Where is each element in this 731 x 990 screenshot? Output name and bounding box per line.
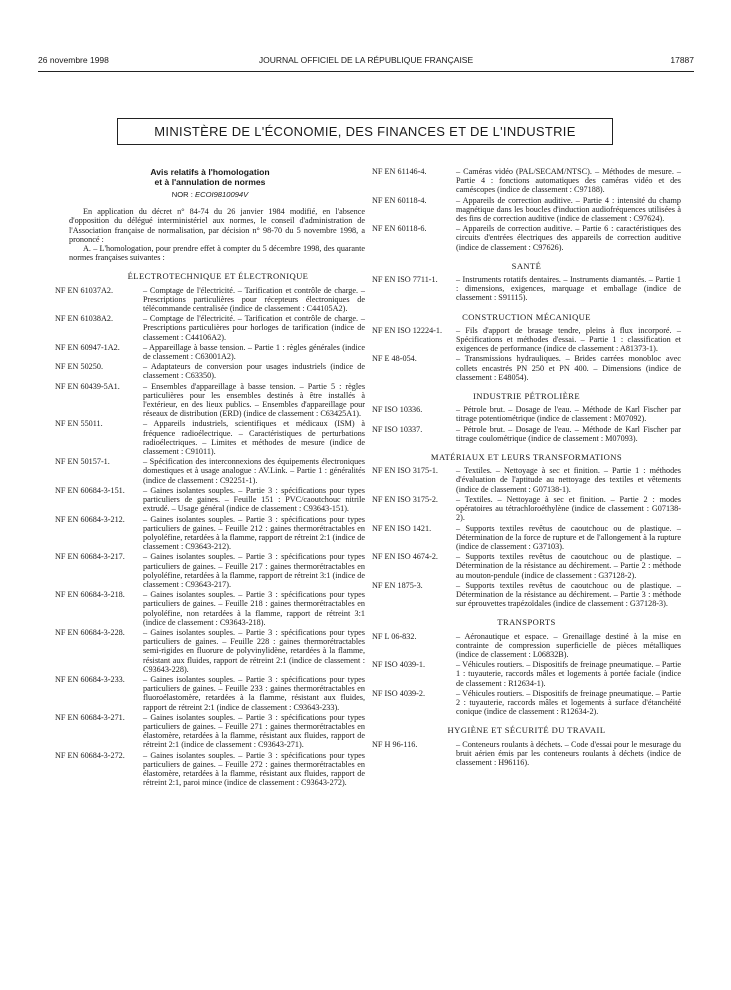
standard-code: NF ISO 4039-2. — [372, 688, 425, 698]
standard-code: NF EN 50157-1. — [55, 457, 110, 467]
standard-entry — [372, 689, 681, 717]
standard-entry — [372, 740, 681, 768]
standard-description: – Véhicules routiers. – Dispositifs de freinage pneumatique. – Partie 2 : tuyauterie, raccords mâles et logements à surface d'étanchéité conique (indice de classement : R12634-2). — [456, 688, 681, 717]
ministry-banner: MINISTÈRE DE L'ÉCONOMIE, DES FINANCES ET DE L'INDUSTRIE — [117, 118, 613, 145]
standard-description: – Textiles. – Nettoyage à sec et finition. – Partie 1 : méthodes d'évaluation de l'aptitude au nettoyage des textiles et vêtements (indice de classement : G07138-1). — [456, 466, 681, 494]
standard-entry — [372, 552, 681, 580]
section-heading: SANTÉ — [511, 260, 542, 271]
notice-title-line2: et à l'annulation de normes — [154, 177, 266, 187]
standard-description: – Gaines isolantes souples. – Partie 3 : spécifications pour types particuliers de gaines. – Feuille 217 : gaines thermorétractables en polyoléfine, retardées à la flamme, rapport de rétreint 3:1 (indice de classement : C93643-217). — [143, 552, 365, 589]
standard-entry — [55, 382, 365, 419]
standard-entry — [372, 660, 681, 688]
standard-description: – Ensembles d'appareillage à basse tension. – Partie 5 : règles particulières pour les ensembles destinés à être installés à l'extérieur, en des lieux publics. – Ensembles d'appareillage pour réseaux de distribution (ERD) (indice de classement : C63425A1). — [143, 381, 365, 419]
standard-description: – Gaines isolantes souples. – Partie 3 : spécifications pour types particuliers de gaines. – Feuille 272 : gaines thermorétractables en élastomère, retardées à la flamme, résistant aux fluides, rapport de rétreint 2:1, paroi mince (indice de classement : C93643-272). — [143, 750, 365, 788]
standard-entry — [55, 457, 365, 485]
standard-entry — [55, 713, 365, 750]
standard-code: NF H 96-116. — [372, 739, 418, 749]
standard-entry — [372, 405, 681, 423]
page-header — [38, 55, 694, 72]
standard-description: – Adaptateurs de conversion pour usages industriels (indice de classement : C63350). — [143, 362, 365, 381]
standard-description: – Véhicules routiers. – Dispositifs de freinage pneumatique. – Partie 1 : tuyauterie, raccords mâles et logements à portée faciale (indice de classement : R12634-1). — [456, 660, 681, 688]
standard-code: NF ISO 10336. — [372, 405, 423, 415]
standard-description: – Conteneurs roulants à déchets. – Code d'essai pour le mesurage du bruit aérien émis par les conteneurs roulants à déchets (indice de classement : H96116). — [456, 739, 681, 767]
standard-description: – Gaines isolantes souples. – Partie 3 : spécifications pour types particuliers de gaines. – Feuille 212 : gaines thermorétractables en polyoléfine, retardées à la flamme, rapport de rétreint 2:1 (indice de classement : C93643-212). — [143, 514, 365, 552]
standard-description: – Appareils industriels, scientifiques et médicaux (ISM) à fréquence radioélectrique. – Caractéristiques de perturbations radioélectriques. – Limites et méthodes de mesure (indice de classement : C91011). — [143, 419, 365, 457]
standard-description: – Appareillage à basse tension. – Partie 1 : règles générales (indice de classement : C63001A2). — [143, 342, 365, 362]
standard-code: NF EN ISO 7711-1. — [372, 275, 438, 285]
standard-entry — [372, 275, 681, 303]
standard-description: – Fils d'apport de brasage tendre, pleins à flux incorporé. – Spécifications et méthodes d'essai. – Partie 1 : classification et exigences de performance (indice de classement : A81373-1). — [456, 325, 681, 354]
notice-title-line1: Avis relatifs à l'homologation — [150, 167, 270, 177]
standard-entry — [372, 632, 681, 660]
section-heading: INDUSTRIE PÉTROLIÈRE — [472, 391, 581, 402]
standard-description: – Supports textiles revêtus de caoutchouc ou de plastique. – Détermination de la force de rupture et de l'allongement à la rupture (indice de classement : G37103). — [456, 523, 681, 551]
right-sections — [372, 262, 681, 767]
standard-code: NF EN 60684-3-228. — [55, 627, 125, 637]
right-column — [372, 167, 681, 768]
standard-code: NF EN 60118-4. — [372, 195, 427, 205]
standard-code: NF EN 60684-3-218. — [55, 590, 125, 600]
standard-code: NF EN ISO 3175-1. — [372, 466, 438, 476]
standard-code: NF E 48-054. — [372, 354, 417, 364]
standard-entry — [372, 495, 681, 523]
standard-description: – Comptage de l'électricité. – Tarification et contrôle de charge. – Prescriptions particulières pour récepteurs électroniques de télécommande centralisée (indice de classement : C44105A2). — [143, 285, 365, 314]
standard-description: – Caméras vidéo (PAL/SECAM/NTSC). – Méthodes de mesure. – Partie 4 : fonctions automatiques des caméras vidéo et des caméscopes (indice de classement : C97188). — [456, 167, 681, 195]
standard-description: – Spécification des interconnexions des équipements électroniques domestiques et à usage analogue : AV.Link. – Partie 1 : généralités (indice de classement : C92251-1). — [143, 457, 365, 485]
nor-reference — [55, 190, 365, 199]
standard-code: NF EN ISO 1421. — [372, 523, 432, 533]
standard-entry — [55, 286, 365, 314]
standard-code: NF EN 60684-3-271. — [55, 712, 125, 722]
standard-code: NF EN 60684-3-151. — [55, 485, 125, 495]
standard-entry — [372, 466, 681, 494]
left-column — [55, 167, 365, 788]
standard-description: – Gaines isolantes souples. – Partie 3 : spécifications pour types particuliers de gaines. – Feuille 233 : gaines thermorétractables en fluoroélastomère, retardées à la flamme, résistant aux fluides, rapport de rétreint 2:1 (indice de classement : C93643-233). — [143, 674, 365, 712]
standard-entry — [372, 425, 681, 443]
standard-description: – Appareils de correction auditive. – Partie 6 : caractéristiques des circuits d'entrées électriques des appareils de correction auditive (indice de classement : C97626). — [456, 224, 681, 252]
standard-description: – Textiles. – Nettoyage à sec et finition. – Partie 2 : modes opératoires au tétrachloroéthylène (indice de classement : G07138-2). — [456, 494, 681, 523]
standard-entry — [55, 590, 365, 627]
left-sections — [55, 272, 365, 787]
standard-entry — [55, 552, 365, 589]
point-a-paragraph: A. – L'homologation, pour prendre effet à compter du 5 décembre 1998, des quarante normes françaises suivantes : — [69, 244, 365, 263]
standard-entry — [372, 581, 681, 609]
header-journal-title: JOURNAL OFFICIEL DE LA RÉPUBLIQUE FRANÇAISE — [258, 55, 474, 65]
standard-code: NF EN 61146-4. — [372, 167, 427, 176]
standard-entry — [372, 224, 681, 252]
standard-entry — [55, 486, 365, 514]
section-heading: MATÉRIAUX ET LEURS TRANSFORMATIONS — [430, 452, 623, 463]
standard-entry — [55, 419, 365, 456]
nor-label: NOR : — [171, 190, 193, 199]
standard-code: NF EN 1875-3. — [372, 580, 423, 590]
section-heading: ÉLECTROTECHNIQUE ET ÉLECTRONIQUE — [127, 271, 309, 282]
standard-code: NF EN 60684-3-217. — [55, 552, 125, 562]
standard-entry — [55, 628, 365, 674]
standard-code: NF EN ISO 12224-1. — [372, 325, 443, 335]
standard-entry — [55, 675, 365, 712]
standard-entry — [55, 515, 365, 552]
section-heading: TRANSPORTS — [497, 617, 556, 628]
standard-code: NF EN ISO 3175-2. — [372, 494, 438, 504]
standard-description: – Comptage de l'électricité. – Tarification et contrôle de charge. – Prescriptions particulières pour horloges de tarification (indice de classement : C44106A2). — [143, 314, 365, 342]
standard-code: NF EN 55011. — [55, 419, 103, 429]
standard-entry — [372, 196, 681, 224]
standard-description: – Gaines isolantes souples. – Partie 3 : spécifications pour types particuliers de gaines. – Feuille 271 : gaines thermorétractables en élastomère, retardées à la flamme, résistant aux fluides, rapport de rétreint 2:1 (indice de classement : C93643-271). — [143, 712, 365, 750]
standard-code: NF EN 60439-5A1. — [55, 381, 120, 391]
header-page-number: 17887 — [670, 55, 694, 65]
standard-description: – Aéronautique et espace. – Grenaillage destiné à la mise en contrainte de compression superficielle de pièces métalliques (indice de classement : L06832B). — [456, 631, 681, 659]
standard-code: NF EN 50250. — [55, 362, 103, 372]
standard-code: NF EN 61038A2. — [55, 314, 113, 324]
standard-code: NF L 06-832. — [372, 631, 417, 641]
standard-entry — [55, 343, 365, 361]
standard-description: – Supports textiles revêtus de caoutchouc ou de plastique. – Détermination de la résistance au déchirement. – Partie 2 : méthode au mouton-pendule (indice de classement : G37128-2). — [456, 552, 681, 580]
standard-description: – Gaines isolantes souples. – Partie 3 : spécifications pour types particuliers de gaines. – Feuille 151 : PVC/caoutchouc nitrile extrudé. – Usage général (indice de classement : C93643-151). — [143, 485, 365, 514]
standard-entry — [55, 751, 365, 788]
standard-description: – Pétrole brut. – Dosage de l'eau. – Méthode de Karl Fischer par titrage coulométrique (indice de classement : M07093). — [456, 424, 681, 443]
standard-code: NF EN 60684-3-272. — [55, 750, 125, 760]
header-date: 26 novembre 1998 — [38, 55, 109, 65]
standard-entry — [55, 362, 365, 380]
standard-entry — [372, 167, 681, 195]
intro-paragraph: En application du décret n° 84-74 du 26 janvier 1984 modifié, en l'absence d'opposition du délégué interministériel aux normes, le conseil d'administration de l'Association française de normalisation, par décision n° 98-70 du 5 novembre 1998, a prononcé : — [69, 207, 365, 244]
standard-code: NF EN ISO 4674-2. — [372, 552, 438, 562]
standard-entry — [372, 326, 681, 354]
standard-entry — [372, 354, 681, 382]
standard-description: – Gaines isolantes souples. – Partie 3 : spécifications pour types particuliers de gaines. – Feuille 228 : gaines thermorétractables semi-rigides en fluorure de polyvinylidène, retardées à la flamme, résistant aux fluides, rapport de rétreint 2:1 (indice de classement : C93643-228). — [143, 627, 365, 674]
standard-code: NF EN 60118-6. — [372, 224, 427, 234]
standard-code: NF EN 60947-1A2. — [55, 342, 120, 352]
standard-entry — [55, 314, 365, 342]
standard-code: NF ISO 10337. — [372, 424, 423, 434]
standard-description: – Transmissions hydrauliques. – Brides carrées monobloc avec collets encastrés PN 250 et PN 400. – Dimensions (indice de classement : E48054). — [456, 354, 681, 382]
standard-code: NF EN 60684-3-212. — [55, 514, 125, 524]
standard-description: – Appareils de correction auditive. – Partie 4 : intensité du champ magnétique dans les boucles d'induction audiofréquences utilisées à des fins de correction auditive (indice de classement : C97624). — [456, 195, 681, 224]
standard-code: NF EN 60684-3-233. — [55, 674, 125, 684]
standard-description: – Supports textiles revêtus de caoutchouc ou de plastique. – Détermination de la résistance au déchirement. – Partie 3 : méthode sur éprouvettes trapézoïdales (indice de classement : G37128-3). — [456, 580, 681, 609]
standard-code: NF EN 61037A2. — [55, 285, 113, 295]
nor-code: ECOI9810094V — [195, 190, 249, 199]
standard-description: – Pétrole brut. – Dosage de l'eau. – Méthode de Karl Fischer par titrage potentiométrique (indice de classement : M07092). — [456, 405, 681, 424]
section-heading: HYGIÈNE ET SÉCURITÉ DU TRAVAIL — [447, 725, 606, 736]
standard-entry — [372, 524, 681, 552]
section-heading: CONSTRUCTION MÉCANIQUE — [462, 311, 591, 322]
standard-description: – Gaines isolantes souples. – Partie 3 : spécifications pour types particuliers de gaines. – Feuille 218 : gaines thermorétractables en polyoléfine, non retardées à la flamme, rapport de rétreint 3:1 (indice de classement : C93643-218). — [143, 590, 365, 627]
standard-code: NF ISO 4039-1. — [372, 660, 425, 670]
standard-description: – Instruments rotatifs dentaires. – Instruments diamantés. – Partie 1 : dimensions, exigences, marquage et emballage (indice de classement : S91115). — [456, 275, 681, 303]
right-top-entries — [372, 167, 681, 252]
